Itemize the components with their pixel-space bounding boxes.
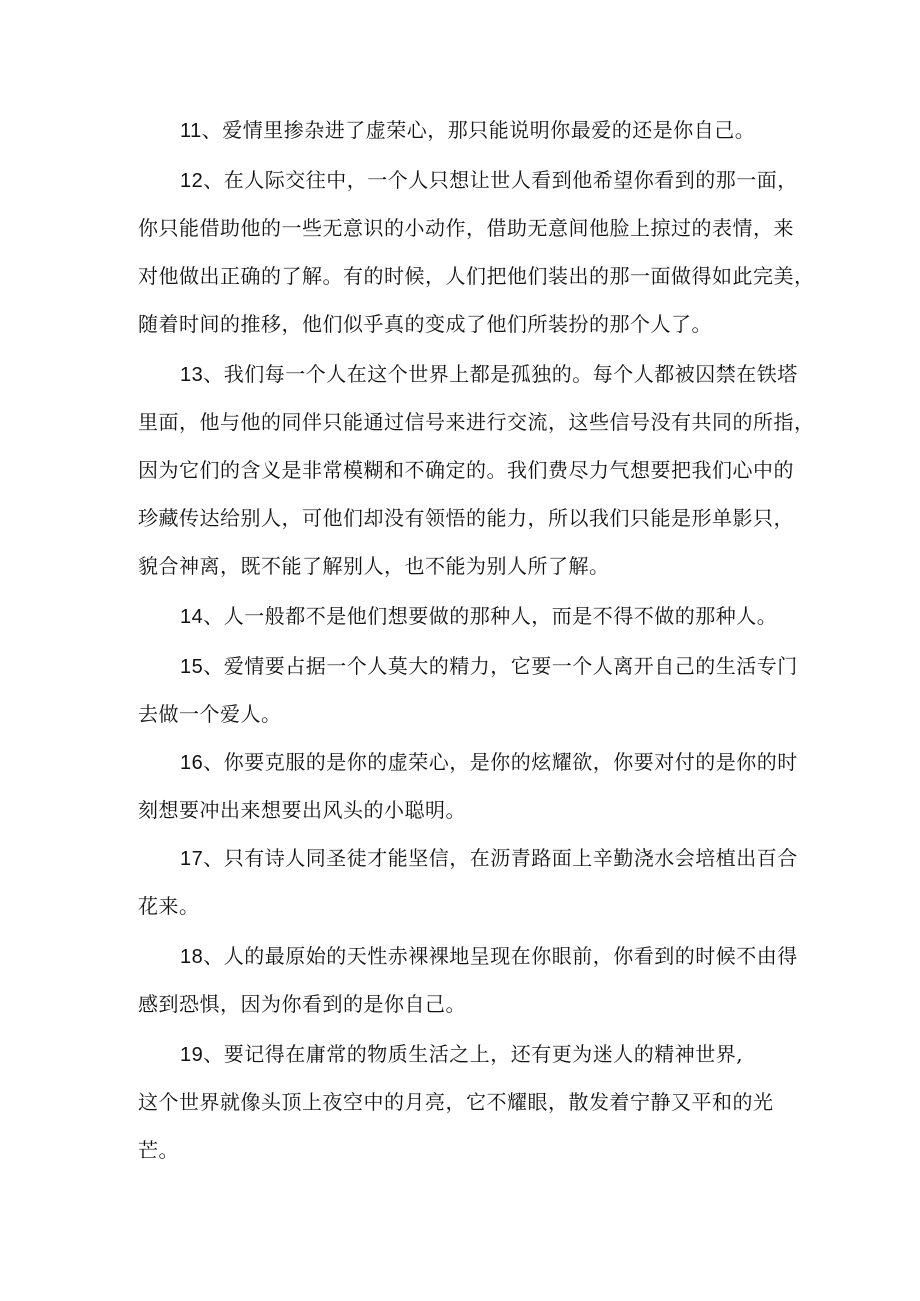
paragraph-11	[138, 106, 788, 154]
paragraph-number: 16	[180, 752, 204, 774]
paragraph-13	[138, 350, 815, 590]
paragraph-line: 芒。	[138, 1138, 179, 1162]
paragraph-12	[138, 156, 815, 348]
paragraph-number: 15	[180, 656, 204, 678]
paragraph-line: 这个世界就像头顶上夜空中的月亮，它不耀眼，散发着宁静又平和的光	[138, 1090, 774, 1114]
paragraph-14	[138, 592, 788, 640]
paragraph-line: 、你要克服的是你的虚荣心，是你的炫耀欲，你要对付的是你的时	[203, 750, 798, 774]
paragraph-number: 19	[180, 1044, 204, 1066]
paragraph-line: 因为它们的含义是非常模糊和不确定的。我们费尽力气想要把我们心中的	[138, 458, 794, 482]
paragraph-line: 、人一般都不是他们想要做的那种人，而是不得不做的那种人。	[203, 604, 778, 628]
paragraph-line: 对他做出正确的了解。有的时候，人们把他们装出的那一面做得如此完美，	[138, 264, 815, 288]
paragraph-line: 你只能借助他的一些无意识的小动作，借助无意间他脸上掠过的表情，来	[138, 216, 794, 240]
paragraph-line: 、爱情要占据一个人莫大的精力，它要一个人离开自己的生活专门	[203, 654, 798, 678]
paragraph-19	[138, 1030, 788, 1174]
paragraph-line: 里面，他与他的同伴只能通过信号来进行交流，这些信号没有共同的所指，	[138, 410, 815, 434]
paragraph-18	[138, 932, 798, 1028]
paragraph-line: 、我们每一个人在这个世界上都是孤独的。每个人都被囚禁在铁塔	[203, 362, 798, 386]
paragraph-number: 12	[180, 170, 204, 192]
paragraph-number: 18	[180, 946, 204, 968]
paragraph-number: 11	[180, 120, 202, 142]
paragraph-15	[138, 642, 798, 738]
paragraph-line: 珍藏传达给别人，可他们却没有领悟的能力，所以我们只能是形单影只，	[138, 506, 794, 530]
paragraph-line: 貌合神离，既不能了解别人，也不能为别人所了解。	[138, 554, 610, 578]
paragraph-number: 14	[180, 606, 204, 628]
paragraph-17	[138, 834, 798, 930]
paragraph-line: 花来。	[138, 894, 200, 918]
paragraph-line: 、人的最原始的天性赤裸裸地呈现在你眼前，你看到的时候不由得	[203, 944, 798, 968]
paragraph-line: 、在人际交往中，一个人只想让世人看到他希望你看到的那一面，	[203, 168, 798, 192]
paragraph-line: 随着时间的推移，他们似乎真的变成了他们所装扮的那个人了。	[138, 312, 712, 336]
paragraph-line: 、只有诗人同圣徒才能坚信，在沥青路面上辛勤浇水会培植出百合	[203, 846, 798, 870]
paragraph-line: 、爱情里掺杂进了虚荣心，那只能说明你最爱的还是你自己。	[201, 118, 756, 142]
paragraph-16	[138, 738, 798, 834]
paragraph-number: 17	[180, 848, 204, 870]
paragraph-number: 13	[180, 364, 204, 386]
paragraph-line: 感到恐惧，因为你看到的是你自己。	[138, 992, 466, 1016]
paragraph-line: 、要记得在庸常的物质生活之上，还有更为迷人的精神世界,	[203, 1042, 744, 1066]
paragraph-line: 去做一个爱人。	[138, 702, 282, 726]
paragraph-line: 刻想要冲出来想要出风头的小聪明。	[138, 798, 466, 822]
